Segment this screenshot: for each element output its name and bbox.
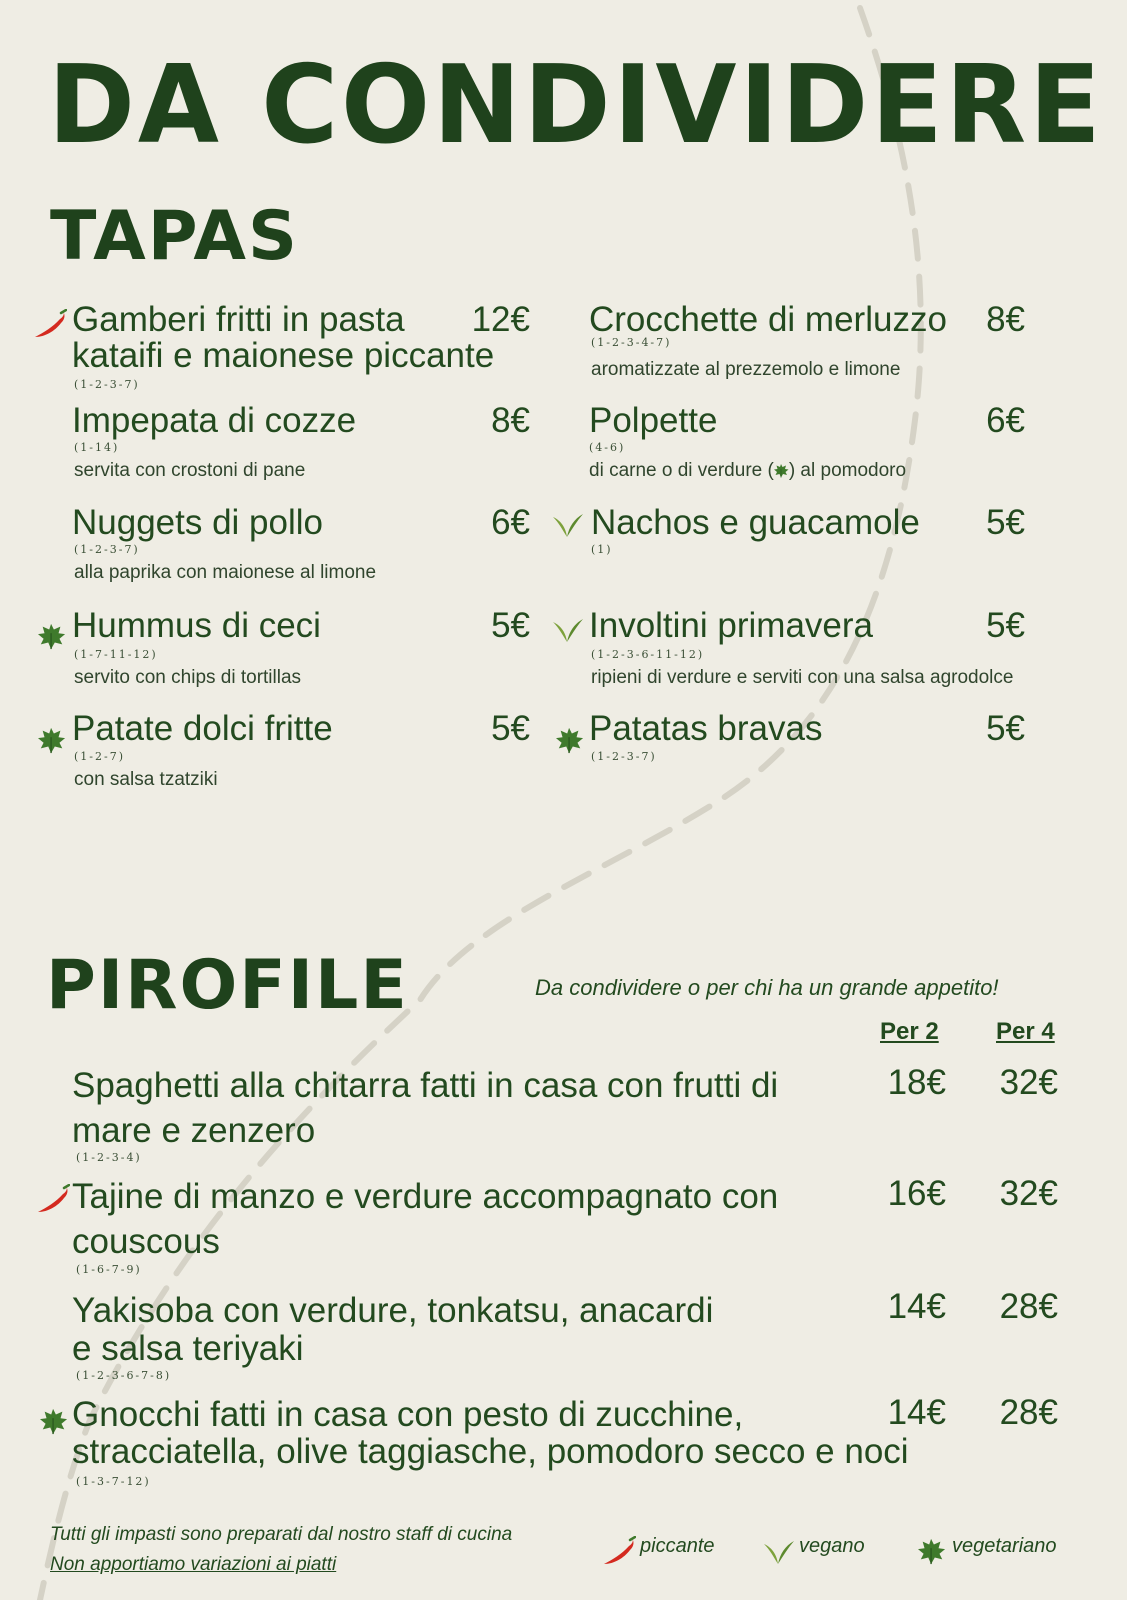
tapas-item-name: Impepata di cozze (72, 401, 357, 440)
tapas-item-name: Hummus di ceci (72, 606, 321, 645)
tapas-item-description: aromatizzate al prezzemolo e limone (591, 359, 901, 380)
footer-note-no-changes: Non apportiamo variazioni ai piatti (50, 1554, 337, 1575)
column-header-per-4: Per 4 (996, 1018, 1055, 1045)
legend-spicy-label: piccante (640, 1535, 715, 1557)
pirofile-item-name: Spaghetti alla chitarra fatti in casa con frutti di (72, 1066, 779, 1105)
tapas-item-allergens: (1-2-3-4-7) (591, 336, 672, 349)
tapas-item-description: alla paprika con maionese al limone (74, 562, 377, 583)
pirofile-item-name: Tajine di manzo e verdure accompagnato con (72, 1177, 779, 1216)
vegan-sprout-icon (763, 1536, 795, 1566)
chili-icon (33, 309, 67, 339)
pirofile-tagline: Da condividere o per chi ha un grande appetito! (535, 975, 999, 1000)
tapas-item-name: Polpette (589, 401, 718, 440)
tapas-item-price: 5€ (986, 503, 1025, 542)
tapas-item-price: 5€ (491, 709, 530, 748)
tapas-item-price: 5€ (986, 606, 1025, 645)
pirofile-item-allergens: (1-3-7-12) (76, 1475, 151, 1488)
tapas-item-price: 8€ (986, 300, 1025, 339)
tapas-item-price: 5€ (491, 606, 530, 645)
pirofile-item-name-cont: couscous (72, 1222, 220, 1261)
pirofile-price-per-4: 28€ (999, 1393, 1058, 1432)
pirofile-item-allergens: (1-2-3-4) (76, 1151, 142, 1164)
pirofile-item-name-cont: mare e zenzero (72, 1111, 316, 1150)
tapas-item-allergens: (1) (591, 543, 613, 556)
chili-icon (602, 1536, 636, 1566)
legend-vegetarian-label: vegetariano (952, 1535, 1057, 1557)
tapas-item-name: Patate dolci fritte (72, 709, 333, 748)
tapas-item-allergens: (1-7-11-12) (74, 648, 158, 661)
tapas-item-name: Patatas bravas (589, 709, 823, 748)
tapas-item-price: 5€ (986, 709, 1025, 748)
tapas-item-name: Nachos e guacamole (591, 503, 920, 542)
footer-note: Tutti gli impasti sono preparati dal nostro staff di cucina (50, 1524, 513, 1545)
tapas-item-name-cont: kataifi e maionese piccante (72, 336, 495, 375)
tapas-heading: TAPAS (50, 197, 299, 276)
vegetarian-leaf-icon (38, 726, 66, 754)
tapas-item-description (589, 460, 906, 482)
pirofile-item-name: Gnocchi fatti in casa con pesto di zucchine, (72, 1395, 744, 1434)
pirofile-price-per-4: 32€ (999, 1174, 1058, 1213)
pirofile-heading: PIROFILE (46, 946, 409, 1025)
tapas-item-name: Crocchette di merluzzo (589, 300, 947, 339)
pirofile-item-name-cont: stracciatella, olive taggiasche, pomodoro secco e noci (72, 1432, 909, 1471)
tapas-item-description: ripieni di verdure e serviti con una salsa agrodolce (591, 667, 1014, 688)
pirofile-price-per-2: 14€ (887, 1393, 946, 1432)
tapas-item-allergens: (4-6) (589, 441, 626, 454)
chili-icon (36, 1184, 70, 1214)
pirofile-item-allergens: (1-6-7-9) (76, 1263, 142, 1276)
vegetarian-leaf-icon (918, 1537, 946, 1565)
tapas-item-price: 8€ (491, 401, 530, 440)
vegetarian-leaf-icon (40, 1407, 68, 1435)
pirofile-price-per-4: 28€ (999, 1287, 1058, 1326)
tapas-item-allergens: (1-2-3-6-11-12) (591, 648, 705, 661)
pirofile-price-per-4: 32€ (999, 1063, 1058, 1102)
tapas-item-description: servito con chips di tortillas (74, 667, 302, 688)
tapas-item-price: 6€ (491, 503, 530, 542)
tapas-item-price: 12€ (471, 300, 530, 339)
tapas-item-description: con salsa tzatziki (74, 769, 218, 790)
column-header-per-2: Per 2 (880, 1018, 939, 1045)
legend-vegan-label: vegano (799, 1535, 865, 1557)
pirofile-price-per-2: 14€ (887, 1287, 946, 1326)
pirofile-price-per-2: 16€ (887, 1174, 946, 1213)
tapas-item-name: Gamberi fritti in pasta (72, 300, 405, 339)
vegetarian-leaf-icon (774, 463, 789, 478)
pirofile-item-name: Yakisoba con verdure, tonkatsu, anacardi (72, 1291, 714, 1330)
tapas-item-description: servita con crostoni di pane (74, 460, 306, 481)
vegan-sprout-icon (552, 614, 584, 644)
tapas-item-name: Involtini primavera (589, 606, 873, 645)
tapas-item-allergens: (1-14) (74, 441, 120, 454)
desc-part-a: di carne o di verdure ( (589, 460, 774, 481)
tapas-item-allergens: (1-2-7) (74, 750, 126, 763)
vegetarian-leaf-icon (38, 622, 66, 650)
tapas-item-allergens: (1-2-3-7) (591, 750, 657, 763)
tapas-item-name: Nuggets di pollo (72, 503, 323, 542)
vegetarian-leaf-icon (556, 726, 584, 754)
pirofile-item-allergens: (1-2-3-6-7-8) (76, 1369, 172, 1382)
tapas-item-allergens: (1-2-3-7) (74, 543, 140, 556)
vegan-sprout-icon (552, 509, 584, 539)
pirofile-price-per-2: 18€ (887, 1063, 946, 1102)
tapas-item-price: 6€ (986, 401, 1025, 440)
tapas-item-allergens: (1-2-3-7) (74, 378, 140, 391)
desc-part-b: ) al pomodoro (788, 460, 907, 481)
pirofile-item-name-cont: e salsa teriyaki (72, 1329, 304, 1368)
page-title: DA CONDIVIDERE (48, 43, 1104, 168)
